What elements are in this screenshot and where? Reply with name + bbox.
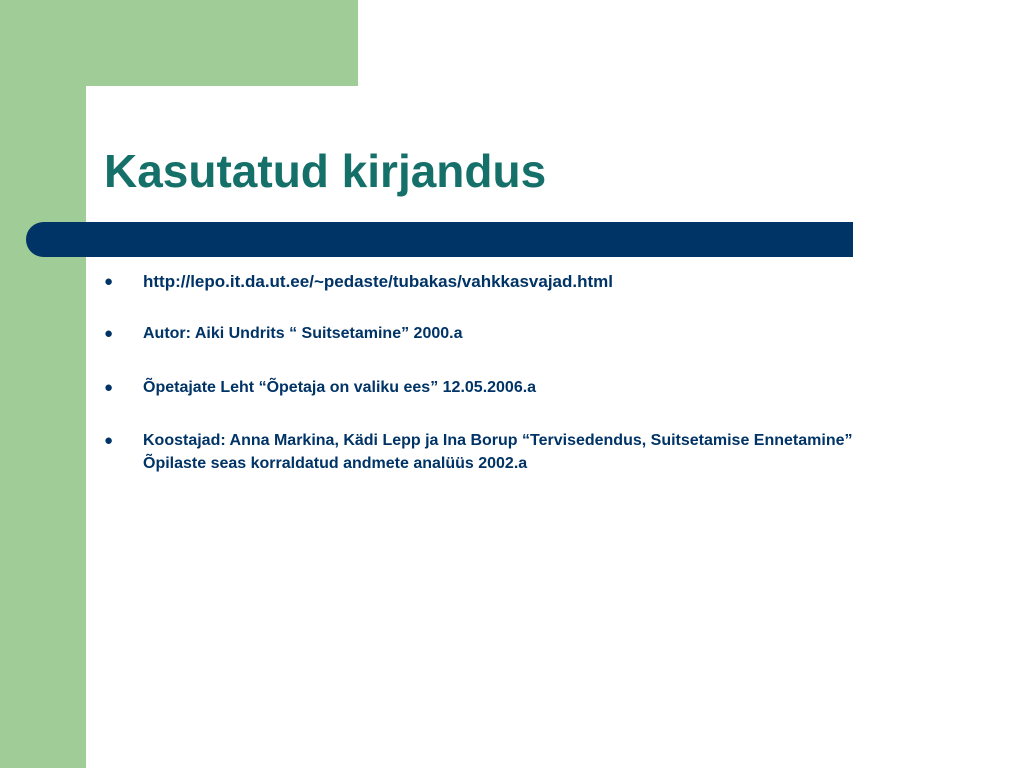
list-item-text: Koostajad: Anna Markina, Kädi Lepp ja Ina Borup “Tervisedendus, Suitsetamise Ennetamine” Õpilaste seas korraldatud andmete analüüs 2002.a xyxy=(143,432,853,472)
list-item-text: http://lepo.it.da.ut.ee/~pedaste/tubakas/vahkkasvajad.html xyxy=(143,272,613,291)
list-item xyxy=(104,268,874,296)
green-side-strip xyxy=(0,0,86,768)
list-item xyxy=(104,377,874,399)
bullet-list xyxy=(104,268,874,475)
list-item-text: Õpetajate Leht “Õpetaja on valiku ees” 12.05.2006.a xyxy=(143,379,537,396)
list-item xyxy=(104,323,874,345)
list-item-text: Autor: Aiki Undrits “ Suitsetamine” 2000.a xyxy=(143,325,463,342)
title-underline-bar xyxy=(26,222,853,257)
green-corner-block xyxy=(0,0,358,86)
list-item xyxy=(104,429,874,475)
bullet-icon: ● xyxy=(104,432,114,449)
bullet-icon: ● xyxy=(104,379,114,396)
bullet-icon: ● xyxy=(104,273,114,290)
slide-title: Kasutatud kirjandus xyxy=(104,145,547,197)
bullet-icon: ● xyxy=(104,325,114,342)
